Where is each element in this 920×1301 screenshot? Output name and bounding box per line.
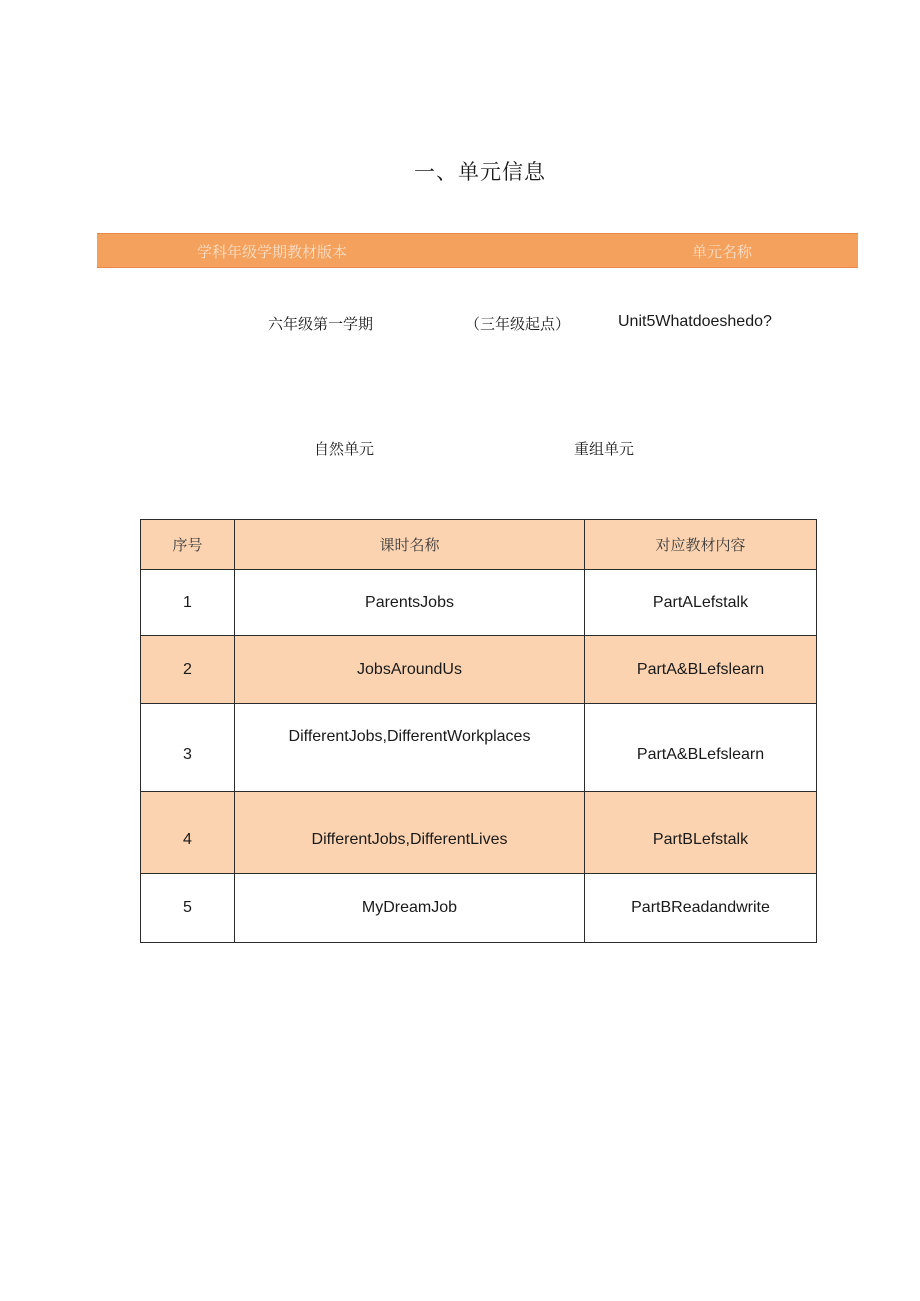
start-grade: （三年级起点） [465, 315, 571, 333]
grade-term: 六年级第一学期 [268, 315, 374, 333]
row-textbook-content: PartBLefstalk [585, 792, 817, 874]
table-row [141, 874, 817, 943]
row-index: 4 [141, 792, 235, 874]
row-lesson-name: DifferentJobs,DifferentLives [235, 792, 585, 874]
table-row [141, 792, 817, 874]
row-index: 5 [141, 874, 235, 943]
table-row [141, 704, 817, 792]
row-lesson-name: JobsAroundUs [235, 636, 585, 704]
natural-unit: 自然单元 [314, 440, 375, 458]
regroup-unit: 重组单元 [574, 440, 635, 458]
row-lesson-name: ParentsJobs [235, 570, 585, 636]
row-textbook-content: PartA&BLefslearn [585, 636, 817, 704]
header-lesson-name: 课时名称 [235, 520, 585, 570]
header-index: 序号 [141, 520, 235, 570]
row-textbook-content: PartA&BLefslearn [585, 704, 817, 792]
banner-subject-label: 学科年级学期教材版本 [197, 243, 348, 261]
row-lesson-name: DifferentJobs,DifferentWorkplaces [235, 704, 585, 792]
row-lesson-name: MyDreamJob [235, 874, 585, 943]
table-header-row [141, 520, 817, 570]
row-textbook-content: PartALefstalk [585, 570, 817, 636]
row-index: 2 [141, 636, 235, 704]
table-row [141, 636, 817, 704]
row-index: 3 [141, 704, 235, 792]
row-textbook-content: PartBReadandwrite [585, 874, 817, 943]
banner-unit-label: 单元名称 [692, 243, 753, 261]
table-row [141, 570, 817, 636]
info-banner [97, 233, 858, 268]
unit-name: Unit5Whatdoeshedo? [618, 313, 772, 330]
lesson-table [140, 519, 817, 943]
section-title: 一、单元信息 [414, 160, 546, 184]
row-index: 1 [141, 570, 235, 636]
header-textbook-content: 对应教材内容 [585, 520, 817, 570]
